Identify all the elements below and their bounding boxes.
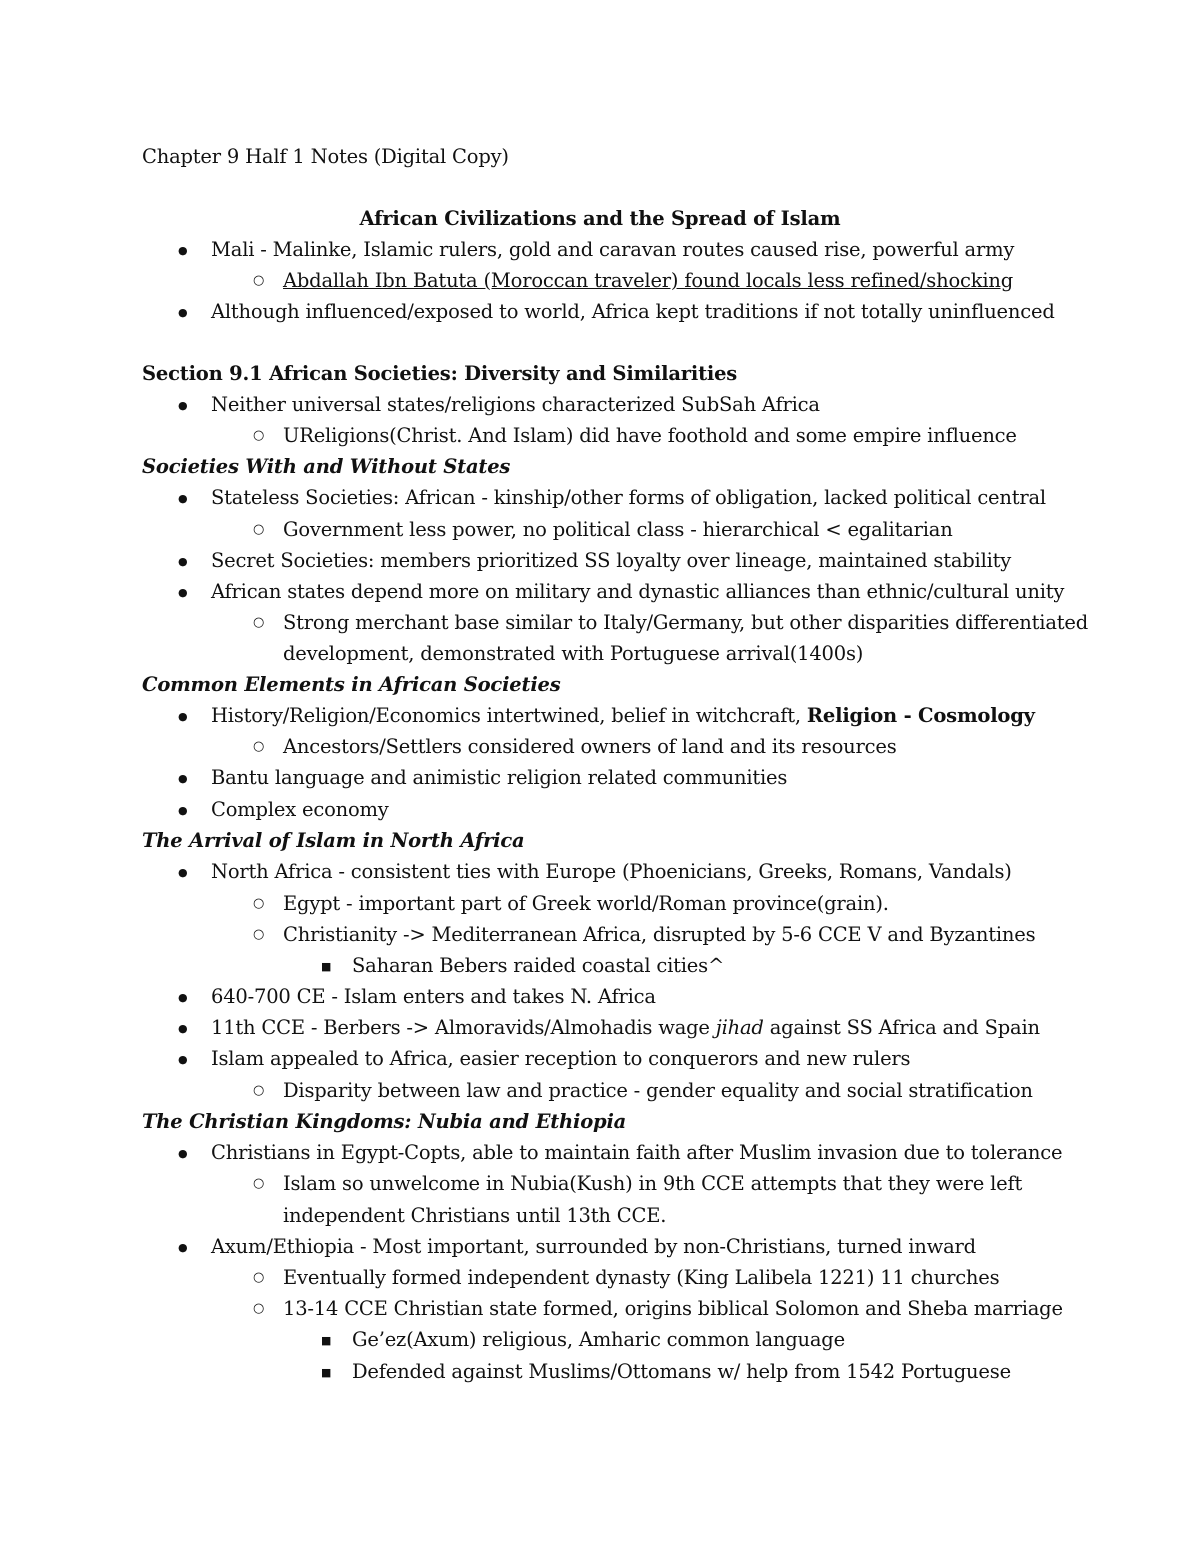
subsection-heading: The Arrival of Islam in North Africa (142, 829, 525, 852)
list-item: ■ Ge’ez(Axum) religious, Amharic common language (352, 1327, 845, 1353)
list-item-text: History/Religion/Economics intertwined, belief in witchcraft, (211, 704, 801, 727)
list-item: ● Axum/Ethiopia - Most important, surrounded by non-Christians, turned inward (211, 1234, 976, 1260)
list-item: ○ Eventually formed independent dynasty (King Lalibela 1221) 11 churches (283, 1265, 999, 1291)
list-item: ■ Defended against Muslims/Ottomans w/ help from 1542 Portuguese (352, 1359, 1011, 1385)
list-item: ● Neither universal states/religions characterized SubSah Africa (211, 392, 820, 418)
list-item: ○ Egypt - important part of Greek world/Roman province(grain). (283, 891, 889, 917)
list-item-bold-text: Religion - Cosmology (806, 704, 1035, 727)
subsection-heading: The Christian Kingdoms: Nubia and Ethiopia (142, 1110, 627, 1133)
list-item: ● 640-700 CE - Islam enters and takes N. Africa (211, 984, 656, 1010)
list-item: ○ Abdallah Ibn Batuta (Moroccan traveler) found locals less refined/shocking (283, 268, 1013, 294)
list-item: ○ 13-14 CCE Christian state formed, origins biblical Solomon and Sheba marriage (283, 1296, 1063, 1322)
list-item: ● Islam appealed to Africa, easier reception to conquerors and new rulers (211, 1046, 910, 1072)
list-item: ● Bantu language and animistic religion related communities (211, 765, 787, 791)
doc-title: Chapter 9 Half 1 Notes (Digital Copy) (142, 145, 509, 168)
list-item: ○ UReligions(Christ. And Islam) did have foothold and some empire influence (283, 423, 1017, 449)
list-item-continuation: development, demonstrated with Portuguese arrival(1400s) (283, 642, 864, 665)
list-item-text: against SS Africa and Spain (769, 1016, 1040, 1039)
subsection-heading: Common Elements in African Societies (142, 673, 561, 696)
list-item: ○ Disparity between law and practice - gender equality and social stratification (283, 1078, 1033, 1104)
main-heading: African Civilizations and the Spread of Islam (359, 207, 841, 230)
list-item: ● Secret Societies: members prioritized SS loyalty over lineage, maintained stability (211, 548, 1011, 574)
list-item: ● Stateless Societies: African - kinship/other forms of obligation, lacked political central (211, 485, 1046, 511)
list-item: ● North Africa - consistent ties with Europe (Phoenicians, Greeks, Romans, Vandals) (211, 859, 1012, 885)
list-item: ■ Saharan Bebers raided coastal cities^ (352, 953, 724, 979)
list-item: ● Although influenced/exposed to world, Africa kept traditions if not totally uninfluenced (211, 299, 1055, 325)
list-item: ● Complex economy (211, 797, 389, 823)
list-item: ● Christians in Egypt-Copts, able to maintain faith after Muslim invasion due to tolerance (211, 1140, 1062, 1166)
list-item: ○ Ancestors/Settlers considered owners of land and its resources (283, 734, 897, 760)
list-item (211, 1015, 1040, 1041)
list-item-text: 11th CCE - Berbers -> Almoravids/Almohadis wage (211, 1016, 710, 1039)
list-item: ○ Government less power, no political class - hierarchical < egalitarian (283, 517, 953, 543)
list-item: ● African states depend more on military and dynastic alliances than ethnic/cultural unity (211, 579, 1064, 605)
list-item: ● Mali - Malinke, Islamic rulers, gold and caravan routes caused rise, powerful army (211, 237, 1014, 263)
list-item (211, 703, 1035, 729)
list-item: ○ Christianity -> Mediterranean Africa, disrupted by 5-6 CCE V and Byzantines (283, 922, 1035, 948)
list-item-italic-text: jihad (715, 1016, 764, 1039)
list-item-continuation: independent Christians until 13th CCE. (283, 1204, 667, 1227)
section-heading: Section 9.1 African Societies: Diversity and Similarities (142, 362, 738, 385)
list-item: ○ Strong merchant base similar to Italy/Germany, but other disparities differentiated (283, 610, 1088, 636)
list-item: ○ Islam so unwelcome in Nubia(Kush) in 9th CCE attempts that they were left (283, 1171, 1022, 1197)
subsection-heading: Societies With and Without States (142, 455, 511, 478)
